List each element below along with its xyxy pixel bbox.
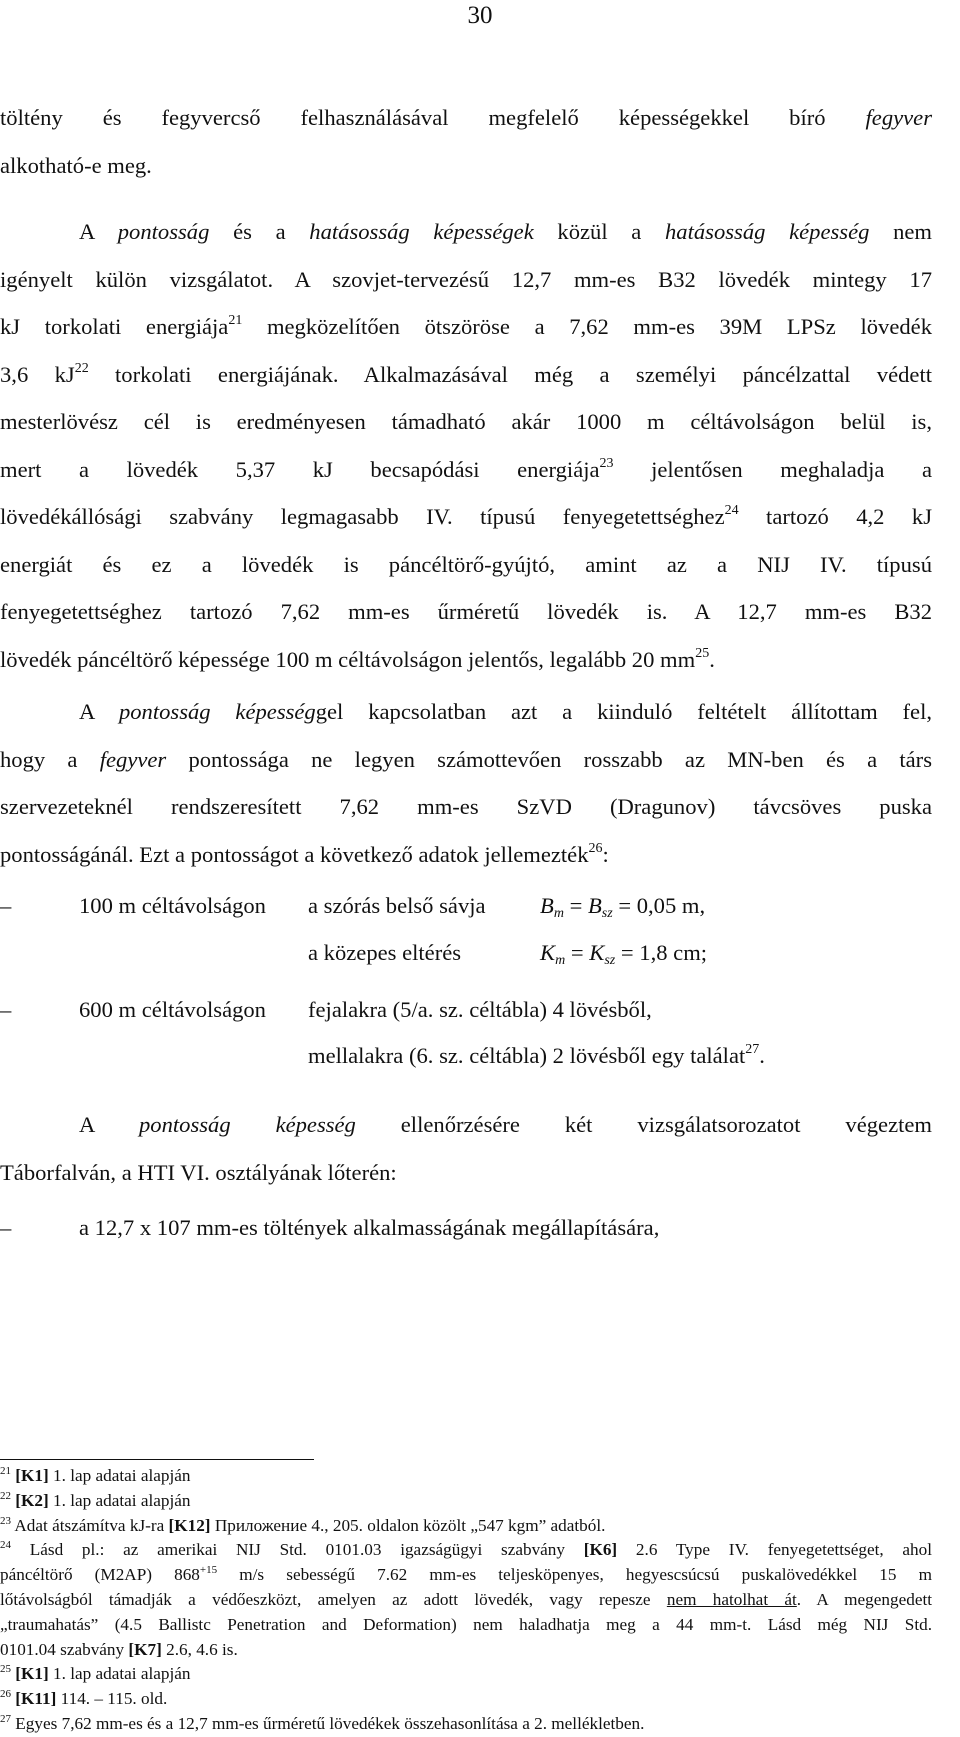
text-line: A pontosság képesség ellenőrzésére két vizsgálatsorozatot végeztem bbox=[79, 1112, 932, 1137]
text-line: fenyegetettséghez tartozó 7,62 mm-es űrméretű lövedék is. A 12,7 mm-es B32 bbox=[0, 599, 932, 624]
footnote-ref: 23 bbox=[599, 455, 614, 471]
footnote-ref: 25 bbox=[695, 645, 710, 661]
paragraph-1 bbox=[0, 94, 932, 189]
list-item bbox=[0, 1215, 660, 1241]
footnotes bbox=[0, 1464, 932, 1737]
text-line: szervezeteknél rendszeresített 7,62 mm-es SzVD (Dragunov) távcsöves puska bbox=[0, 794, 932, 819]
text-line: töltény és fegyvercső felhasználásával megfelelő képességekkel bíró fegyver bbox=[0, 105, 932, 130]
text-line: mert a lövedék 5,37 kJ becsapódási energiája$^{23}$ jelentősen meghaladja a bbox=[0, 455, 932, 482]
text-line: energiát és ez a lövedék is páncéltörő-gyújtó, amint az a NIJ IV. típusú bbox=[0, 551, 932, 577]
paragraph-2 bbox=[0, 208, 932, 683]
footnote: $^{22}$ [K2] 1. lap adatai alapján bbox=[0, 1489, 191, 1510]
footnote-line: „traumahatás” (4.5 Ballistc Penetration and Deformation) nem haladhatja meg a 44 mm-t. Lásd még NIJ Std. bbox=[0, 1614, 932, 1634]
paragraph-4 bbox=[0, 1101, 932, 1196]
footnote-line: páncéltörő (M2AP) $868^{+15}$ m/s sebességű 7.62 mm-es teljesköpenyes, hegyescsúcsú puskalövedékkel 15 m bbox=[0, 1564, 932, 1585]
footnote-line: lőtávolságból támadják a védőeszközt, amelyen az adott lövedék, vagy repesze nem hatolhat át. A megengedett bbox=[0, 1589, 932, 1609]
list-item bbox=[0, 997, 652, 1023]
text-line: mesterlövész cél is eredményesen támadható akár 1000 m céltávolságon belül is, bbox=[0, 409, 932, 434]
page-number: 30 bbox=[467, 2, 493, 29]
list-item bbox=[0, 893, 706, 921]
list-text: a 12,7 x 107 mm-es töltények alkalmasságának megállapítására, bbox=[79, 1215, 660, 1240]
list-range: 600 m céltávolságon bbox=[79, 997, 266, 1022]
text-line: lövedék páncéltörő képessége 100 m céltávolságon jelentős, legalább 20 $mm^{25}$. bbox=[0, 645, 715, 672]
paragraph-3 bbox=[0, 688, 932, 878]
text-line: Táborfalván, a HTI VI. osztályának lőterén: bbox=[0, 1159, 397, 1185]
footnote-separator bbox=[0, 1459, 314, 1460]
list-dash: – bbox=[0, 1215, 12, 1240]
list-desc: a közepes eltérés bbox=[308, 940, 462, 965]
text-line: A pontosság és a hatásosság képességek közül a hatásosság képesség nem bbox=[79, 219, 932, 244]
footnote-ref: 21 bbox=[228, 313, 243, 328]
text-line: kJ torkolati energiája$^{21}$ megközelítően ötszöröse a 7,62 mm-es 39M LPSz lövedék bbox=[0, 313, 932, 339]
list-dash: – bbox=[0, 997, 12, 1022]
text-line: alkotható-e meg. bbox=[0, 152, 152, 178]
list-desc: a szórás belső sávja bbox=[308, 893, 486, 918]
text-line: 3,6 $kJ^{22}$ torkolati energiájának. Alkalmazásával még a személyi páncélzattal védett bbox=[0, 360, 932, 387]
text-line: hogy a fegyver pontossága ne legyen számottevően rosszabb az MN-ben és a társ bbox=[0, 746, 932, 772]
text-line: igényelt külön vizsgálatot. A szovjet-tervezésű 12,7 mm-es B32 lövedék mintegy 17 bbox=[0, 266, 932, 292]
footnote: $^{27}$ Egyes 7,62 mm-es és a 12,7 mm-es űrméretű lövedékek összehasonlítása a 2. mellékletben. bbox=[0, 1712, 645, 1733]
footnote-ref: 22 bbox=[74, 360, 89, 376]
footnote-ref: 24 bbox=[724, 503, 739, 518]
footnote-ref: 26 bbox=[588, 840, 603, 856]
formula: $K_m = K_{sz} = 1,8$ cm; bbox=[540, 940, 708, 968]
footnote: $^{25}$ [K1] 1. lap adatai alapján bbox=[0, 1663, 191, 1684]
footnote: $^{24}$ Lásd pl.: az amerikai NIJ Std. 0101.03 igazságügyi szabvány [K6] 2.6 Type IV. fenyegetettséget, ahol bbox=[0, 1539, 932, 1560]
footnote: $^{21}$ [K1] 1. lap adatai alapján bbox=[0, 1465, 191, 1485]
text-line: lövedékállósági szabvány legmagasabb IV. típusú fenyegetettséghez$^{24}$ tartozó 4,2 kJ bbox=[0, 503, 932, 529]
formula: $B_m = B_{sz} = 0,05$ m, bbox=[540, 893, 706, 921]
footnote-ref: 27 bbox=[745, 1042, 760, 1057]
list-desc: fejalakra (5/a. sz. céltábla) 4 lövésből, bbox=[308, 997, 652, 1022]
list-range: 100 m céltávolságon bbox=[79, 893, 266, 918]
list-dash: – bbox=[0, 893, 12, 918]
text-line: pontosságánál. Ezt a pontosságot a következő adatok jellemezték$^{26}$: bbox=[0, 840, 609, 867]
list-desc: mellalakra (6. sz. céltábla) 2 lövésből egy találat$^{27}$. bbox=[308, 1042, 765, 1068]
footnote: $^{26}$ [K11] 114. – 115. old. bbox=[0, 1688, 168, 1709]
footnote: $^{23}$ Adat átszámítva kJ-ra [K12] Приложение 4., 205. oldalon közölt „547 kgm” adatból. bbox=[0, 1514, 606, 1535]
footnote-line: 0101.04 szabvány [K7] 2.6, 4.6 is. bbox=[0, 1639, 238, 1659]
text-line: A pontosság képességgel kapcsolatban azt a kiinduló feltételt állítottam fel, bbox=[79, 699, 933, 724]
